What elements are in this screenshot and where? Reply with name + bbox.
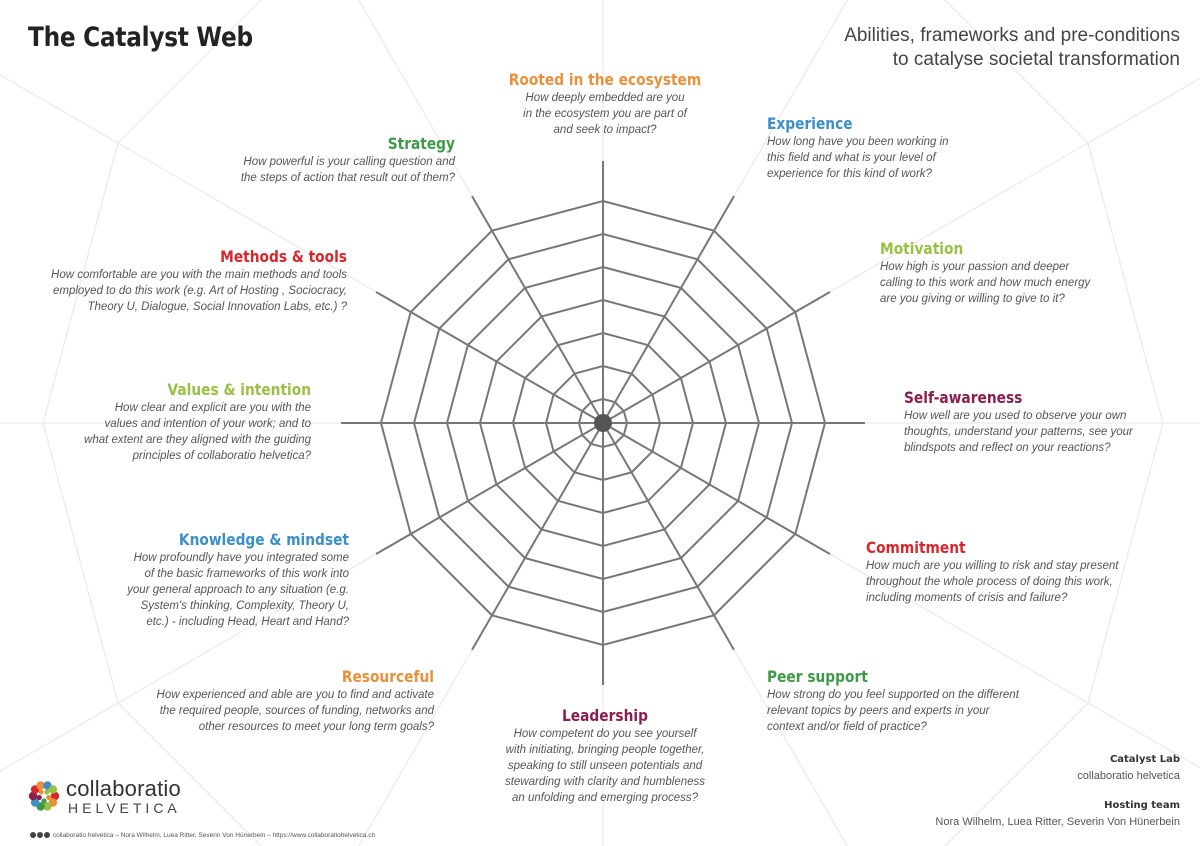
dimension-question [767,687,1087,735]
logo-subname: HELVETICA [68,800,181,816]
logo-dot [44,789,49,794]
question-line: in the ecosystem you are part of [523,108,687,120]
credits-block [880,752,1180,830]
question-line: How much are you willing to risk and stay present [866,560,1119,572]
dimension-title: Motivation [880,239,964,258]
dimension-rooted-in-the-ecosystem [470,70,740,138]
dimension-question [470,726,740,806]
question-line: blindspots and reflect on your reactions? [904,442,1111,454]
question-line: principles of collaboratio helvetica? [132,450,311,462]
question-line: calling to this work and how much energy [880,277,1091,289]
question-line: How profoundly have you integrated some [133,552,349,564]
question-line: How long have you been working in [767,136,949,148]
dimension-strategy [190,134,455,186]
question-line: etc.) - including Head, Heart and Hand? [146,616,349,628]
logo-dot [37,795,42,800]
cc-icon [30,832,36,838]
dimension-knowledge-and-mindset [80,530,349,630]
question-line: How comfortable are you with the main methods and tools [51,269,347,281]
subtitle-line: to catalyse societal transformation [892,49,1180,70]
catalyst-lab-label: Catalyst Lab [1109,754,1180,765]
question-line: the steps of action that result out of them? [240,172,455,184]
question-line: speaking to still unseen potentials and [507,760,703,772]
question-line: what extent are they aligned with the guiding [84,434,311,446]
dimension-question [100,687,434,735]
question-line: System's thinking, Complexity, Theory U, [140,600,349,612]
collaboratio-helvetica-logo [26,774,266,818]
dimension-resourceful [100,667,434,735]
dimension-leadership [470,706,740,806]
dimension-question [880,259,1170,307]
question-line: How experienced and able are you to find and activate [156,689,434,701]
dimension-question [80,550,349,630]
dimension-title: Resourceful [341,667,434,686]
logo-dots-icon [26,776,66,816]
dimension-title: Experience [767,114,853,133]
logo-dot [39,789,44,794]
question-line: other resources to meet your long term goals? [198,721,434,733]
dimension-question [904,408,1194,456]
question-line: experience for this kind of work? [767,168,932,180]
dimension-title: Methods & tools [220,247,347,266]
catalyst-lab-value: collaboratio helvetica [1077,770,1180,782]
question-line: an unfolding and emerging process? [511,792,699,804]
logo-dot [41,798,46,803]
hosting-team-value: Nora Wilhelm, Luea Ritter, Severin Von Hünerbein [935,816,1180,828]
page-subtitle [760,24,1180,72]
dimension-self-awareness [904,388,1194,456]
dimension-title: Leadership [562,706,648,725]
question-line: stewarding with clarity and humbleness [504,776,706,788]
dimension-title: Commitment [866,538,966,557]
dimension-commitment [866,538,1186,606]
question-line: with initiating, bringing people together, [505,744,705,756]
dimension-experience [767,114,1027,182]
question-line: are you giving or willing to give to it? [880,293,1065,305]
license-footer [30,832,375,839]
question-line: How strong do you feel supported on the different [767,689,1019,701]
dimension-title: Self-awareness [904,388,1023,407]
dimension-title: Knowledge & mindset [178,530,349,549]
question-line: How high is your passion and deeper [880,261,1070,273]
question-line: context and/or field of practice? [767,721,927,733]
cc-by-icon [37,832,43,838]
logo-dot [46,795,51,800]
question-line: throughout the whole process of doing this work, [866,576,1113,588]
dimension-question [190,154,455,186]
question-line: of the basic frameworks of this work into [144,568,349,580]
question-line: thoughts, understand your patterns, see your [904,426,1133,438]
question-line: How powerful is your calling question and [243,156,455,168]
question-line: Theory U, Dialogue, Social Innovation Labs, etc.) ? [87,301,347,313]
dimension-title: Strategy [387,134,455,153]
dimension-question [20,267,347,315]
question-line: How deeply embedded are you [525,92,685,104]
dimension-title: Values & intention [167,380,311,399]
question-line: How competent do you see yourself [513,728,697,740]
logo-name: collaboratio [66,776,181,801]
dimension-values-and-intention [60,380,311,464]
logo-dot [49,785,57,793]
dimension-question [470,90,740,138]
question-line: and seek to impact? [553,124,657,136]
question-line: relevant topics by peers and experts in your [767,705,990,717]
question-line: your general approach to any situation (e.g. [127,584,349,596]
subtitle-line: Abilities, frameworks and pre-conditions [844,25,1180,46]
dimension-methods-and-tools [20,247,347,315]
question-line: including moments of crisis and failure? [866,592,1068,604]
question-line: How clear and explicit are you with the [114,402,311,414]
dimension-peer-support [767,667,1087,735]
question-line: the required people, sources of funding, networks and [159,705,434,717]
web-center-dot [594,414,612,432]
license-text: collaboratio helvetica – Nora Wilhelm, Luea Ritter, Severin Von Hünerbein – https://www.collaboratiohelvetica.ch [52,832,376,839]
dimension-title: Peer support [767,667,868,686]
question-line: employed to do this work (e.g. Art of Hosting , Sociocracy, [52,285,347,297]
dimension-question [866,558,1186,606]
hosting-team-label: Hosting team [1104,800,1180,811]
question-line: this field and what is your level of [767,152,936,164]
question-line: How well are you used to observe your own [904,410,1127,422]
page-title: The Catalyst Web [28,22,253,53]
question-line: values and intention of your work; and to [104,418,311,430]
dimension-question [767,134,1027,182]
dimension-motivation [880,239,1170,307]
cc-sa-icon [44,832,50,838]
dimension-title: Rooted in the ecosystem [508,70,702,89]
dimension-question [60,400,311,464]
